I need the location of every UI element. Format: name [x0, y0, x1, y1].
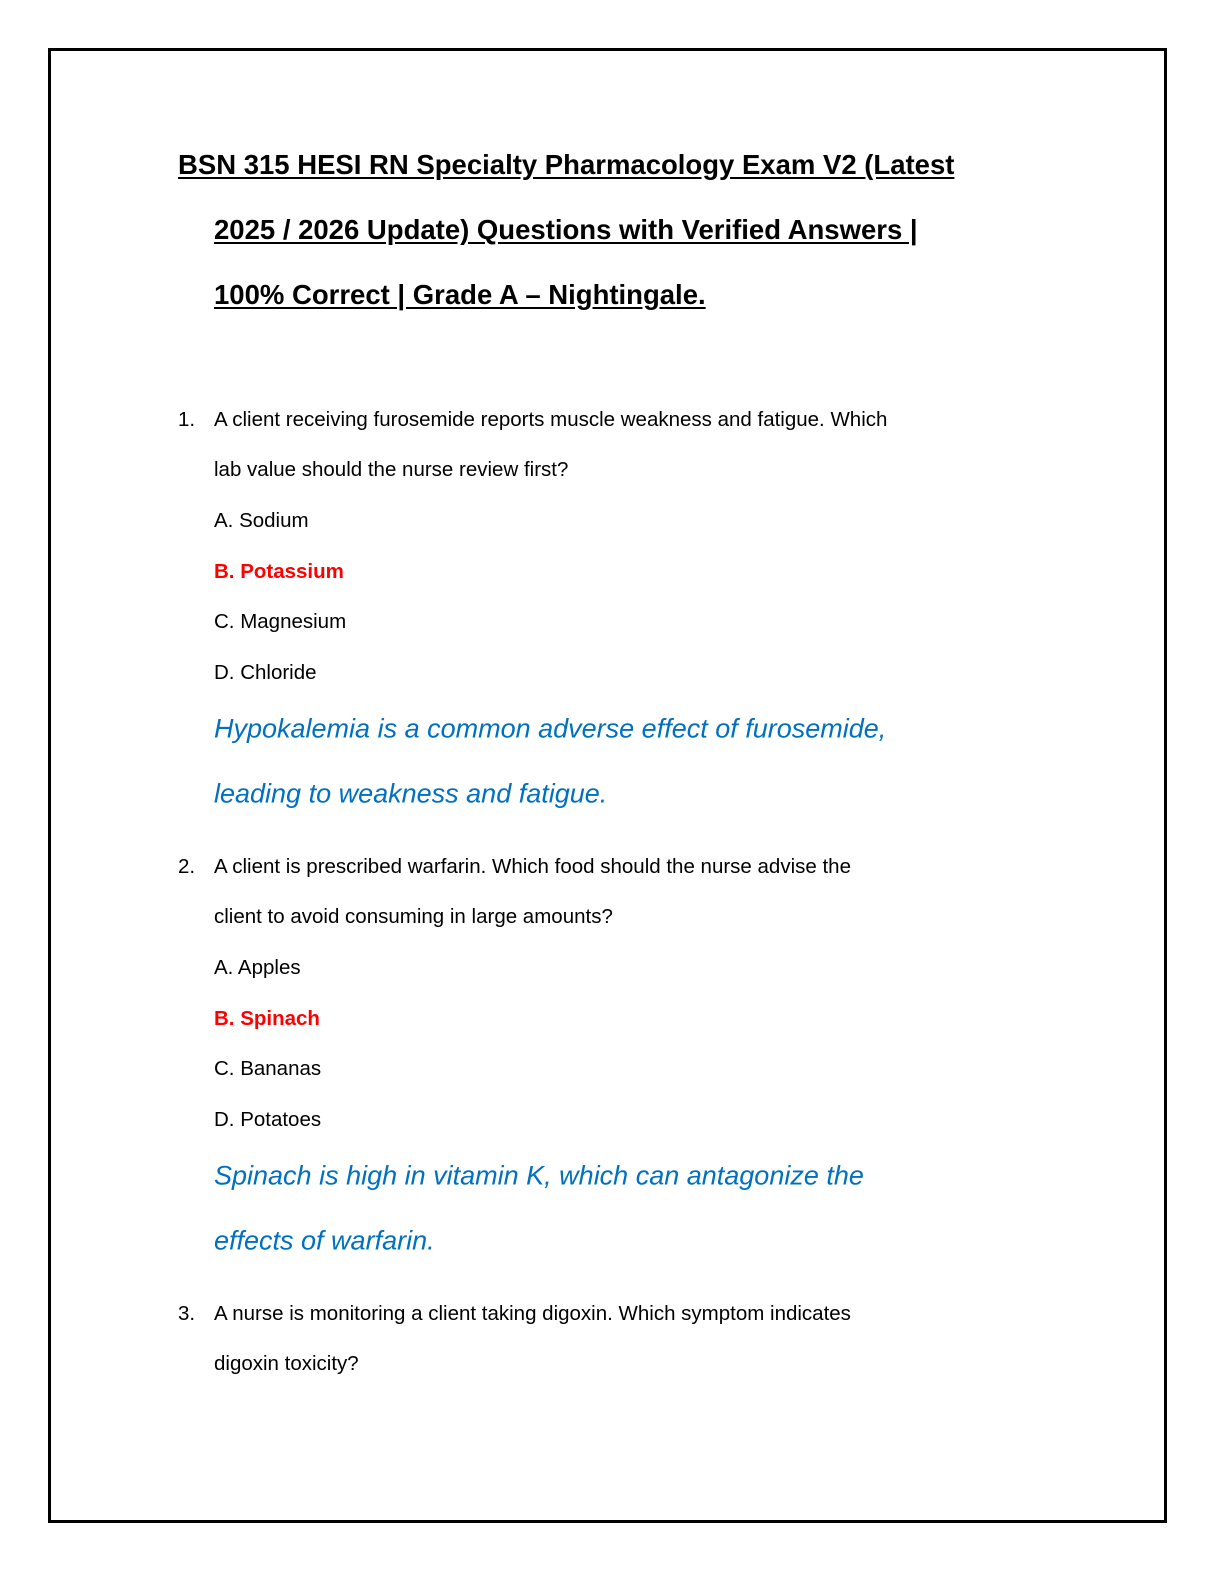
question-2-explanation: effects of warfarin.	[214, 1225, 435, 1256]
question-1-stem: lab value should the nurse review first?	[214, 458, 569, 481]
question-1-number: 1.	[178, 408, 196, 431]
question-2-option-a: A. Apples	[214, 956, 301, 979]
question-2-explanation: Spinach is high in vitamin K, which can antagonize the	[214, 1160, 864, 1191]
doc-title-line-3: 100% Correct | Grade A – Nightingale.	[214, 279, 706, 310]
question-1-option-a: A. Sodium	[214, 509, 309, 532]
question-2-stem: client to avoid consuming in large amounts?	[214, 905, 613, 928]
question-2-option-c: C. Bananas	[214, 1057, 322, 1080]
question-1-explanation: leading to weakness and fatigue.	[214, 778, 608, 809]
question-3-stem: A nurse is monitoring a client taking digoxin. Which symptom indicates	[214, 1302, 851, 1325]
doc-title-line-1: BSN 315 HESI RN Specialty Pharmacology Exam V2 (Latest	[178, 149, 955, 180]
question-1-option-c: C. Magnesium	[214, 610, 347, 633]
question-2-option-b-correct: B. Spinach	[214, 1007, 320, 1030]
question-2-option-d: D. Potatoes	[214, 1108, 322, 1131]
question-1-option-d: D. Chloride	[214, 661, 317, 684]
question-3-stem: digoxin toxicity?	[214, 1352, 359, 1375]
doc-title-line-2: 2025 / 2026 Update) Questions with Verified Answers |	[214, 214, 918, 245]
question-3-number: 3.	[178, 1302, 196, 1325]
question-1-stem: A client receiving furosemide reports muscle weakness and fatigue. Which	[214, 408, 888, 431]
question-2-stem: A client is prescribed warfarin. Which food should the nurse advise the	[214, 855, 851, 878]
question-1-option-b-correct: B. Potassium	[214, 560, 344, 583]
question-2-number: 2.	[178, 855, 196, 878]
question-1-explanation: Hypokalemia is a common adverse effect of furosemide,	[214, 713, 887, 744]
